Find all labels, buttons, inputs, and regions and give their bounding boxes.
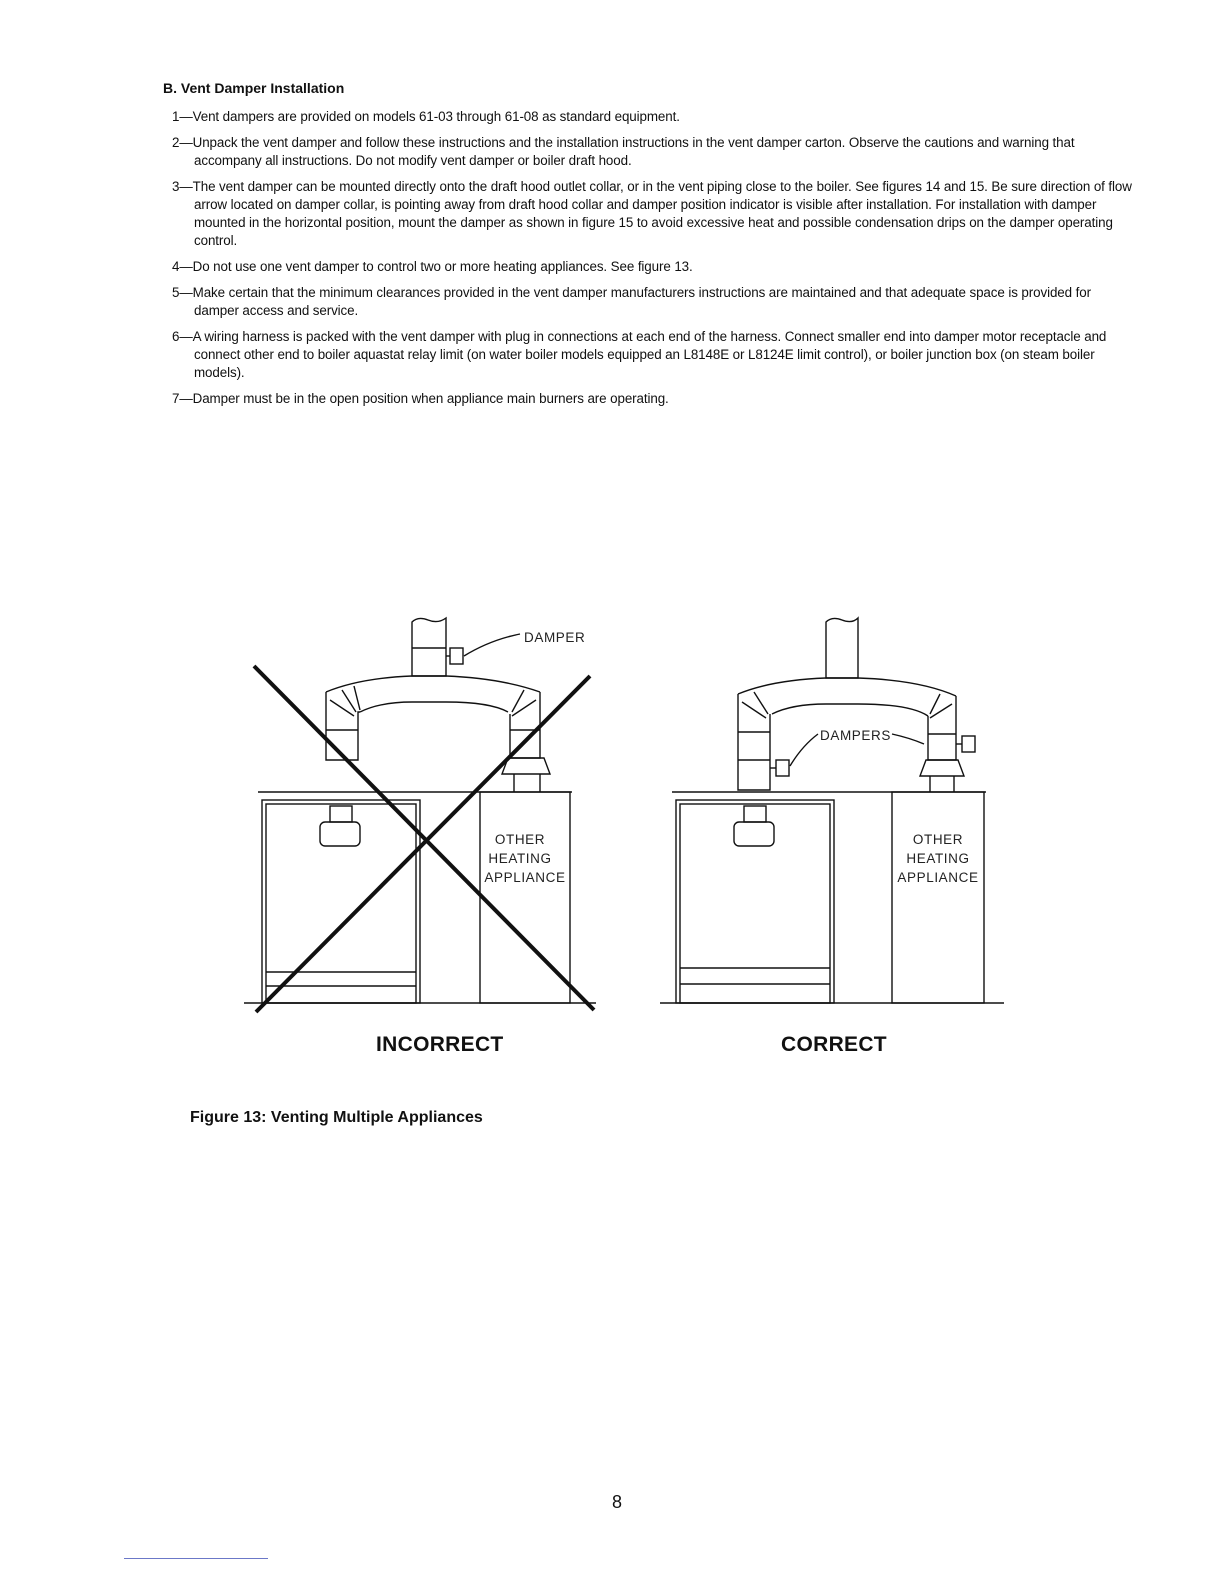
- venting-diagram: [0, 600, 1224, 1020]
- appliance-label-line: HEATING: [906, 851, 970, 866]
- figure-caption: Figure 13: Venting Multiple Appliances: [190, 1109, 483, 1126]
- appliance-label-line: HEATING: [488, 851, 552, 866]
- section-heading: B. Vent Damper Installation: [163, 80, 345, 96]
- appliance-label-line: OTHER: [912, 832, 964, 847]
- footer-rule: [124, 1558, 268, 1559]
- instruction-step: 5—Make certain that the minimum clearances provided in the vent damper manufacturers instructions are maintained and that adequate space is provided for damper access and service.: [172, 285, 1091, 318]
- instruction-step: 7—Damper must be in the open position when appliance main burners are operating.: [172, 391, 669, 406]
- instruction-step: 4—Do not use one vent damper to control two or more heating appliances. See figure 13.: [172, 259, 693, 274]
- dampers-callout: DAMPERS: [820, 728, 891, 743]
- correct-label: CORRECT: [781, 1033, 887, 1056]
- appliance-label-line: OTHER: [494, 832, 546, 847]
- incorrect-label: INCORRECT: [376, 1033, 504, 1056]
- instruction-step: 6—A wiring harness is packed with the vent damper with plug in connections at each end of the harness. Connect smaller end into damper motor receptacle and connect other end to boiler aquastat relay limit (on water boiler models equipped an L8148E or L8124E limit control), or boiler junction box (on steam boiler models).: [172, 329, 1107, 380]
- damper-callout: DAMPER: [524, 630, 586, 645]
- instruction-step: 1—Vent dampers are provided on models 61-03 through 61-08 as standard equipment.: [172, 109, 680, 124]
- appliance-label-line: APPLIANCE: [484, 870, 566, 885]
- appliance-label-line: APPLIANCE: [897, 870, 979, 885]
- correct-diagram: [660, 618, 1004, 1003]
- page-number: 8: [612, 1492, 623, 1512]
- incorrect-diagram: [244, 618, 596, 1012]
- instruction-step: 3—The vent damper can be mounted directly onto the draft hood outlet collar, or in the vent piping close to the boiler. See figures 14 and 15. Be sure direction of flow arrow located on damper collar, is pointing away from draft hood collar and damper position indicator is visible after installation. For installation with damper mounted in the horizontal position, mount the damper as shown in figure 15 to avoid excessive heat and possible condensation drips on the damper operating control.: [172, 179, 1132, 248]
- instruction-step: 2—Unpack the vent damper and follow these instructions and the installation instructions in the vent damper carton. Observe the cautions and warning that accompany all instructions. Do not modify vent damper or boiler draft hood.: [172, 135, 1075, 168]
- instruction-list: [172, 108, 1132, 416]
